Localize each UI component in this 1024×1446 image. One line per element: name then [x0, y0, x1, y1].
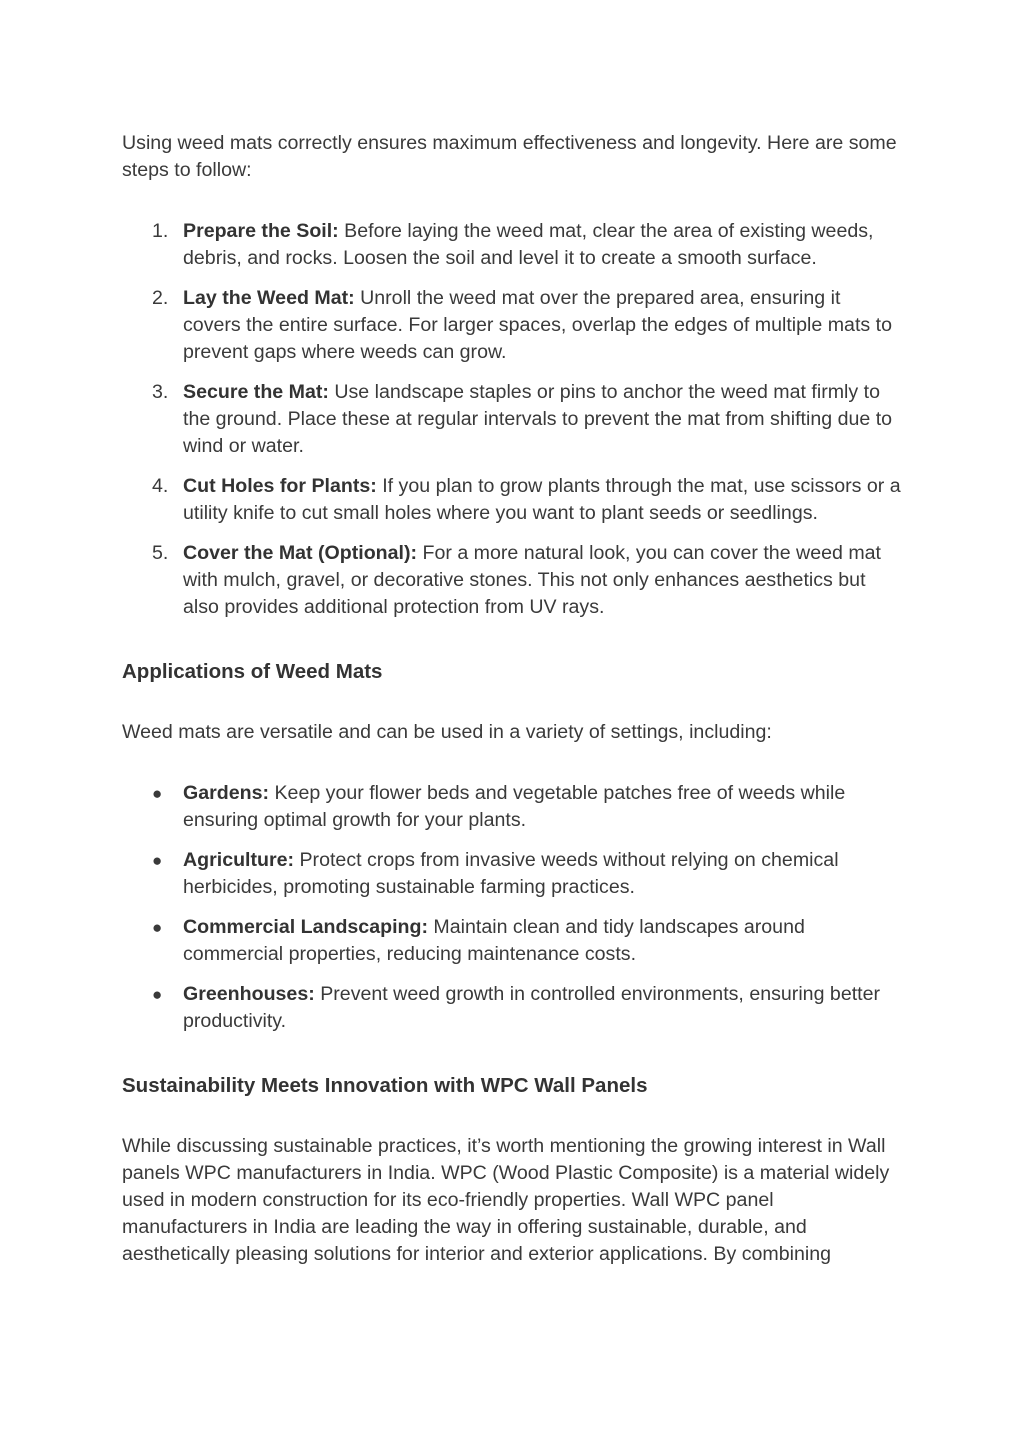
step-title: Secure the Mat: — [183, 381, 329, 403]
bullet-icon: ● — [152, 784, 163, 803]
list-item — [122, 847, 902, 901]
sustainability-paragraph: While discussing sustainable practices, it’s worth mentioning the growing interest in Wall panels WPC manufacturers in India. WPC (Wood Plastic Composite) is a material widely used in modern construction for its eco-friendly properties. Wall WPC panel manufacturers in India are leading the way in offering sustainable, durable, and aesthetically pleasing solutions for interior and exterior applications. By combining — [122, 1135, 890, 1265]
steps-list — [122, 218, 902, 621]
list-item — [122, 914, 902, 968]
sustainability-heading: Sustainability Meets Innovation with WPC Wall Panels — [122, 1074, 648, 1097]
list-item — [122, 285, 902, 366]
list-item — [122, 379, 902, 460]
item-title: Greenhouses: — [183, 983, 315, 1005]
step-text: Unroll the weed mat over the prepared area, ensuring it covers the entire surface. For larger spaces, overlap the edges of multiple mats to prevent gaps where weeds can grow. — [183, 287, 892, 363]
intro-paragraph: Using weed mats correctly ensures maximum effectiveness and longevity. Here are some steps to follow: — [122, 132, 897, 181]
step-text: Use landscape staples or pins to anchor the weed mat firmly to the ground. Place these at regular intervals to prevent the mat from shifting due to wind or water. — [183, 381, 893, 457]
list-number: 2. — [152, 287, 169, 309]
applications-intro: Weed mats are versatile and can be used in a variety of settings, including: — [122, 721, 772, 743]
item-text: Protect crops from invasive weeds without relying on chemical herbicides, promoting sustainable farming practices. — [183, 849, 839, 898]
list-number: 3. — [152, 381, 169, 403]
step-title: Prepare the Soil: — [183, 220, 339, 242]
item-title: Agriculture: — [183, 849, 295, 871]
step-title: Cover the Mat (Optional): — [183, 542, 418, 564]
step-text: Before laying the weed mat, clear the area of existing weeds, debris, and rocks. Loosen the soil and level it to create a smooth surface. — [183, 220, 874, 269]
list-number: 5. — [152, 542, 169, 564]
applications-list — [122, 780, 902, 1035]
item-title: Gardens: — [183, 782, 270, 804]
step-title: Lay the Weed Mat: — [183, 287, 355, 309]
bullet-icon: ● — [152, 985, 163, 1004]
item-text: Prevent weed growth in controlled environments, ensuring better productivity. — [183, 983, 881, 1032]
step-text: For a more natural look, you can cover the weed mat with mulch, gravel, or decorative stones. This not only enhances aesthetics but also provides additional protection from UV rays. — [183, 542, 881, 618]
item-text: Maintain clean and tidy landscapes around commercial properties, reducing maintenance costs. — [183, 916, 805, 965]
step-title: Cut Holes for Plants: — [183, 475, 377, 497]
bullet-icon: ● — [152, 918, 163, 937]
list-item — [122, 218, 902, 272]
bullet-icon: ● — [152, 851, 163, 870]
list-number: 1. — [152, 220, 169, 242]
list-item — [122, 473, 902, 527]
item-title: Commercial Landscaping: — [183, 916, 428, 938]
list-item — [122, 981, 902, 1035]
applications-heading: Applications of Weed Mats — [122, 660, 383, 683]
step-text: If you plan to grow plants through the mat, use scissors or a utility knife to cut small holes where you want to plant seeds or seedlings. — [183, 475, 901, 524]
list-item — [122, 780, 902, 834]
document-page — [122, 130, 902, 1268]
list-item — [122, 540, 902, 621]
list-number: 4. — [152, 475, 169, 497]
item-text: Keep your flower beds and vegetable patches free of weeds while ensuring optimal growth for your plants. — [183, 782, 846, 831]
